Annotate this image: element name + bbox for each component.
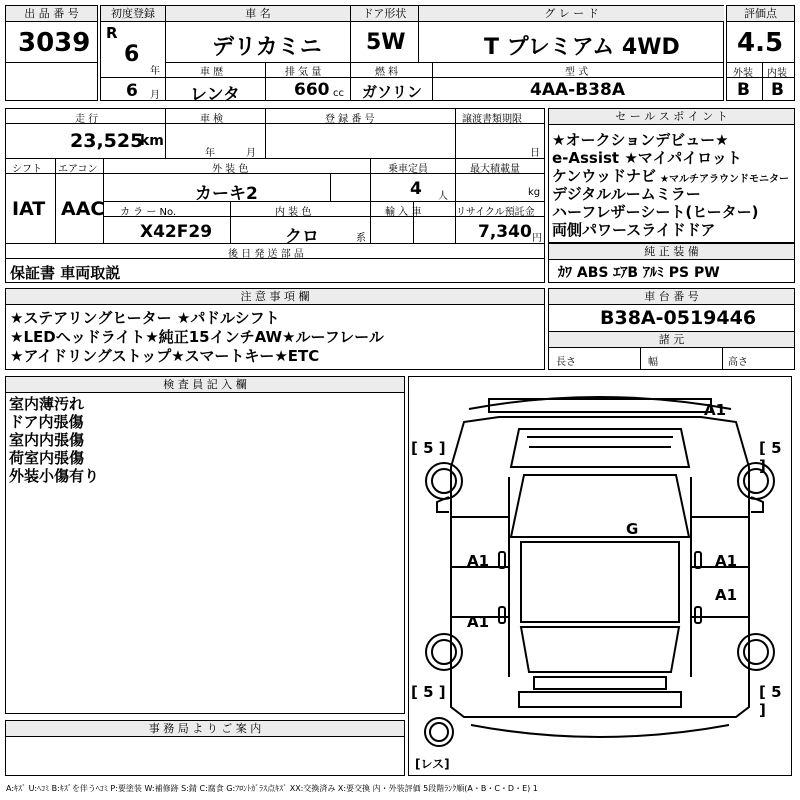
registration-month: 6 xyxy=(126,81,138,101)
damage-a1-left-rear-door: A1 xyxy=(467,613,490,631)
width-label: 幅 xyxy=(648,357,658,368)
exterior-label: 外装 xyxy=(733,68,753,79)
sales-point-1: ★オークションデビュー★ xyxy=(552,131,729,149)
displacement: 660 xyxy=(294,80,330,100)
exterior-color: カーキ2 xyxy=(195,184,258,204)
notes-label: 注 意 事 項 欄 xyxy=(6,289,544,305)
max-load-unit: kg xyxy=(528,187,541,198)
interior-grade: B xyxy=(771,80,784,100)
interior-color: クロ xyxy=(285,227,319,247)
legend: A:ｷｽﾞ U:ﾍｺﾐ B:ｷｽﾞを伴うﾍｺﾐ P:要塗装 W:補修跡 S:錆 C:腐食 G:ﾌﾛﾝﾄｶﾞﾗｽ点ｷｽﾞ XX:交換済み X:要交換 内・外装評価 5段階ﾗﾝｸ順(A・B・C・D・E) 1 xyxy=(6,784,538,793)
exterior-grade: B xyxy=(737,80,750,100)
inspector-line-3: 室内内張傷 xyxy=(9,431,85,449)
history-label: 車 歴 xyxy=(200,67,224,78)
mileage-label: 走 行 xyxy=(75,114,99,125)
height-label: 高さ xyxy=(728,357,748,368)
damage-g-windshield: G xyxy=(626,520,639,538)
sales-point-6: 両側パワースライドドア xyxy=(552,221,716,239)
model-code: 4AA-B38A xyxy=(530,80,625,100)
recycle-fee-label: リサイクル預託金 xyxy=(456,207,535,218)
aircon-label: エアコン xyxy=(58,164,98,175)
displacement-unit: cc xyxy=(333,88,344,99)
grade: T プレミアム 4WD xyxy=(484,35,680,60)
capacity-label: 乗車定員 xyxy=(388,164,428,175)
sales-point-3-note: ★マルチアラウンドモニター xyxy=(660,174,789,185)
overall-score: 4.5 xyxy=(737,28,784,58)
model-label: 型 式 xyxy=(565,67,589,78)
damage-a1-right-front-door: A1 xyxy=(715,552,738,570)
inspector-line-4: 荷室内張傷 xyxy=(9,449,85,467)
chassis-label: 車 台 番 号 xyxy=(549,289,794,305)
damage-a1-right-rear-door: A1 xyxy=(715,586,738,604)
damage-a1-front-right: A1 xyxy=(704,401,727,419)
displacement-label: 排 気 量 xyxy=(285,67,322,78)
fuel-label: 燃 料 xyxy=(375,67,399,78)
dimensions-label: 諸 元 xyxy=(549,332,794,348)
month-unit: 月 xyxy=(150,90,160,101)
registration-year: 6 xyxy=(124,42,140,67)
recycle-fee: 7,340 xyxy=(478,222,532,242)
mileage: 23,525 xyxy=(70,130,144,152)
inspection-month-unit: 月 xyxy=(246,148,256,159)
tire-front-left: [ 5 ] xyxy=(411,439,446,457)
office-label: 事 務 局 よ り ご 案 内 xyxy=(6,721,404,737)
inspector-label: 検 査 員 記 入 欄 xyxy=(6,377,404,393)
note-line-2: ★LEDヘッドライト★純正15インチAW★ルーフレール xyxy=(10,328,384,346)
capacity: 4 xyxy=(410,179,422,199)
color-number-label: カ ラ ー No. xyxy=(120,207,177,218)
transfer-deadline-label: 譲渡書類期限 xyxy=(462,114,522,125)
door-type: 5W xyxy=(366,30,406,55)
door-label: ドア形状 xyxy=(351,6,418,22)
exterior-color-label: 外 装 色 xyxy=(212,164,249,175)
shift-type: IAT xyxy=(12,198,46,220)
import-label: 輸 入 車 xyxy=(385,207,422,218)
tire-rear-left: [ 5 ] xyxy=(411,683,446,701)
car-outline xyxy=(409,377,791,775)
registration-number-label: 登 録 番 号 xyxy=(325,114,375,125)
first-registration-label: 初度登録 xyxy=(101,6,165,22)
interior-color-label: 内 装 色 xyxy=(275,207,312,218)
lot-number: 3039 xyxy=(18,28,91,58)
interior-label: 内装 xyxy=(767,68,787,79)
damage-diagram xyxy=(408,376,792,776)
note-line-3: ★アイドリングストップ★スマートキー★ETC xyxy=(10,347,320,365)
era-label: R xyxy=(106,24,118,42)
aircon-type: AAC xyxy=(61,198,105,220)
color-number: X42F29 xyxy=(140,222,213,242)
later-parts-label: 後 日 発 送 部 品 xyxy=(228,249,304,260)
damage-a1-left-front-door: A1 xyxy=(467,552,490,570)
tire-front-right: [ 5 ] xyxy=(759,439,782,475)
sales-point-3: ケンウッドナビ xyxy=(552,167,656,185)
car-history: レンタ xyxy=(190,85,240,105)
capacity-unit: 人 xyxy=(438,191,448,202)
car-name: デリカミニ xyxy=(212,35,322,60)
equipment-label: 純 正 装 備 xyxy=(549,244,794,260)
sales-point-5: ハーフレザーシート(ヒーター) xyxy=(552,203,759,221)
recycle-fee-unit: 円 xyxy=(532,233,542,244)
car-name-label: 車 名 xyxy=(166,6,350,22)
year-unit: 年 xyxy=(150,66,160,77)
lot-number-label: 出 品 番 号 xyxy=(6,6,97,22)
length-label: 長さ xyxy=(556,357,576,368)
equipment-list: ｶﾜ ABS ｴｱB ｱﾙﾐ PS PW xyxy=(558,265,720,281)
sales-point-4: デジタルルームミラー xyxy=(552,185,701,203)
max-load-label: 最大積載量 xyxy=(470,164,520,175)
inspector-line-1: 室内薄汚れ xyxy=(9,395,85,413)
interior-color-unit: 系 xyxy=(356,233,366,244)
score-label: 評価点 xyxy=(727,6,794,22)
sales-point-2: e-Assist ★マイパイロット xyxy=(552,149,742,167)
mileage-unit: km xyxy=(140,133,164,149)
inspection-label: 車 検 xyxy=(200,114,224,125)
note-line-1: ★ステアリングヒーター ★パドルシフト xyxy=(10,309,280,327)
inspection-year-unit: 年 xyxy=(205,148,215,159)
tire-rear-right: [ 5 ] xyxy=(759,683,782,719)
later-parts: 保証書 車両取説 xyxy=(10,264,121,282)
shift-label: シフト xyxy=(12,164,42,175)
sales-points-label: セ ー ル ス ポ イ ン ト xyxy=(549,109,794,125)
spare-tire-less: [レス] xyxy=(415,757,450,771)
chassis-number: B38A-0519446 xyxy=(600,307,757,329)
inspector-line-5: 外装小傷有り xyxy=(9,467,100,485)
grade-label: グ レ ー ド xyxy=(419,6,724,22)
inspector-line-2: ドア内張傷 xyxy=(9,413,84,431)
fuel: ガソリン xyxy=(362,83,423,101)
transfer-day-unit: 日 xyxy=(530,148,540,159)
